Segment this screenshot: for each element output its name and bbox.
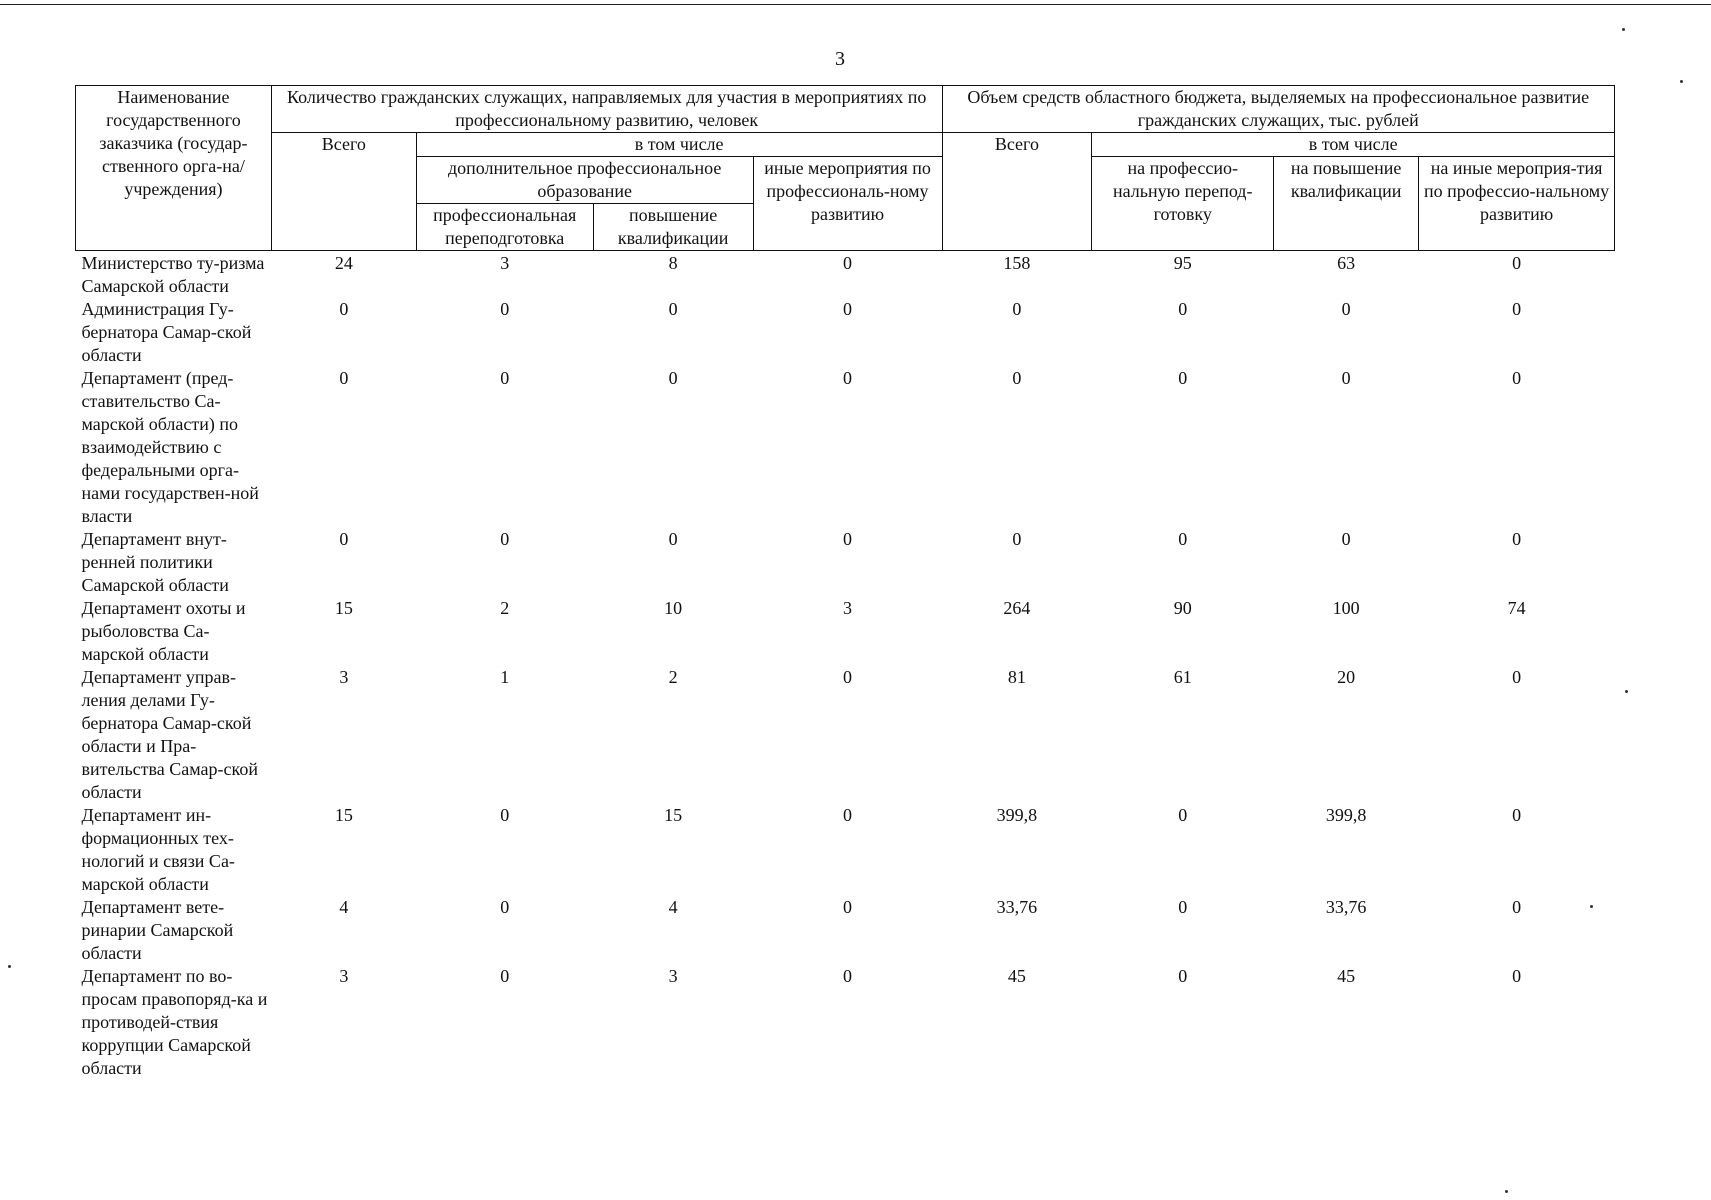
budget-table <box>75 85 1615 1080</box>
row-value: 3 <box>843 598 853 618</box>
row-value: 399,8 <box>996 805 1038 825</box>
row-name: Администрация Гу-бернатора Самар-ской области <box>81 299 252 365</box>
row-value: 74 <box>1507 598 1526 618</box>
table-row <box>76 965 1615 1080</box>
table-row <box>76 597 1615 666</box>
header-budget-total: Всего <box>942 133 1092 251</box>
row-value: 3 <box>668 966 678 986</box>
row-name: Департамент по во-просам правопоряд-ка и противодей-ствия коррупции Самарской области <box>81 966 268 1078</box>
row-value: 100 <box>1332 598 1360 618</box>
table-body <box>76 251 1615 1081</box>
header-budget-qualification: на повышение квалификации <box>1274 157 1419 251</box>
row-value: 2 <box>500 598 510 618</box>
row-value: 0 <box>339 368 349 388</box>
row-value: 3 <box>339 966 349 986</box>
row-value: 0 <box>500 368 510 388</box>
header-count-total: Всего <box>271 133 416 251</box>
row-value: 0 <box>1512 667 1522 687</box>
row-value: 0 <box>668 368 678 388</box>
row-value: 0 <box>1341 529 1351 549</box>
row-value: 0 <box>1178 529 1188 549</box>
header-qualification: повышение квалификации <box>593 204 753 251</box>
row-value: 0 <box>1178 299 1188 319</box>
row-value: 0 <box>1512 966 1522 986</box>
scan-speck <box>1505 1190 1508 1193</box>
row-value: 95 <box>1173 253 1192 273</box>
table-row <box>76 666 1615 804</box>
row-value: 15 <box>334 805 353 825</box>
row-value: 158 <box>1003 253 1031 273</box>
scan-speck <box>1622 28 1625 31</box>
table-row <box>76 251 1615 299</box>
table-row <box>76 804 1615 896</box>
row-value: 0 <box>843 529 853 549</box>
header-name: Наименование государственного заказчика (государ-ственного орга-на/учреждения) <box>76 86 272 251</box>
header-count-group: Количество гражданских служащих, направляемых для участия в мероприятиях по профессиональному развитию, человек <box>271 86 942 133</box>
row-value: 399,8 <box>1325 805 1367 825</box>
row-value: 264 <box>1003 598 1031 618</box>
row-value: 45 <box>1337 966 1356 986</box>
row-value: 2 <box>668 667 678 687</box>
row-value: 0 <box>500 966 510 986</box>
row-value: 20 <box>1337 667 1356 687</box>
table-row <box>76 896 1615 965</box>
row-value: 15 <box>334 598 353 618</box>
row-value: 0 <box>1512 897 1522 917</box>
row-value: 0 <box>843 805 853 825</box>
row-value: 4 <box>339 897 349 917</box>
row-value: 0 <box>843 667 853 687</box>
table-row <box>76 298 1615 367</box>
row-name: Департамент (пред-ставительство Са-марской области) по взаимодействию с федеральными орга-нами государствен-ной власти <box>81 368 259 526</box>
row-value: 0 <box>843 253 853 273</box>
row-name: Департамент вете-ринарии Самарской области <box>81 897 234 963</box>
row-value: 0 <box>500 897 510 917</box>
row-value: 63 <box>1337 253 1356 273</box>
row-value: 0 <box>843 897 853 917</box>
row-name: Департамент внут-ренней политики Самарской области <box>81 529 229 595</box>
table-row <box>76 528 1615 597</box>
row-value: 0 <box>1178 805 1188 825</box>
row-value: 8 <box>668 253 678 273</box>
scan-speck <box>1680 80 1683 83</box>
row-value: 3 <box>500 253 510 273</box>
row-name: Департамент охоты и рыболовства Са-марской области <box>81 598 246 664</box>
header-budget-other: на иные мероприя-тия по профессио-нальному развитию <box>1419 157 1615 251</box>
row-value: 3 <box>339 667 349 687</box>
page-number: 3 <box>835 48 845 70</box>
row-value: 24 <box>334 253 353 273</box>
row-value: 0 <box>1178 368 1188 388</box>
row-value: 33,76 <box>996 897 1038 917</box>
row-value: 81 <box>1007 667 1026 687</box>
row-value: 0 <box>1178 897 1188 917</box>
row-value: 0 <box>1512 299 1522 319</box>
header-other-events: иные мероприятия по профессиональ-ному развитию <box>753 157 942 251</box>
row-value: 0 <box>1178 966 1188 986</box>
row-value: 0 <box>1341 368 1351 388</box>
row-value: 45 <box>1007 966 1026 986</box>
row-value: 33,76 <box>1325 897 1367 917</box>
row-name: Министерство ту-ризма Самарской области <box>81 253 265 296</box>
row-value: 0 <box>1012 299 1022 319</box>
page-edge-line <box>0 4 1711 5</box>
row-value: 1 <box>500 667 510 687</box>
row-value: 15 <box>664 805 683 825</box>
row-value: 0 <box>668 299 678 319</box>
row-value: 0 <box>1512 368 1522 388</box>
header-dpo: дополнительное профессиональное образование <box>416 157 753 204</box>
header-retraining: профессиональная переподготовка <box>416 204 593 251</box>
header-budget-group: Объем средств областного бюджета, выделяемых на профессиональное развитие гражданских служащих, тыс. рублей <box>942 86 1615 133</box>
row-value: 0 <box>500 529 510 549</box>
scan-speck <box>8 965 11 968</box>
table-row <box>76 367 1615 528</box>
row-value: 0 <box>843 966 853 986</box>
row-value: 4 <box>668 897 678 917</box>
row-value: 0 <box>843 368 853 388</box>
row-value: 0 <box>1512 529 1522 549</box>
scan-speck <box>1625 690 1628 693</box>
row-value: 0 <box>1512 253 1522 273</box>
header-count-including: в том числе <box>416 133 942 157</box>
row-value: 0 <box>1341 299 1351 319</box>
row-value: 0 <box>843 299 853 319</box>
row-value: 0 <box>500 805 510 825</box>
row-value: 0 <box>339 299 349 319</box>
row-name: Департамент управ-ления делами Гу-бернатора Самар-ской области и Пра-вительства Самар-ской области <box>81 667 258 802</box>
header-budget-including: в том числе <box>1092 133 1615 157</box>
row-value: 0 <box>668 529 678 549</box>
row-value: 0 <box>500 299 510 319</box>
header-budget-retraining: на профессио-нальную перепод-готовку <box>1092 157 1274 251</box>
row-value: 0 <box>1012 529 1022 549</box>
row-name: Департамент ин-формационных тех-нологий и связи Са-марской области <box>81 805 235 894</box>
row-value: 90 <box>1173 598 1192 618</box>
scan-speck <box>1590 905 1593 908</box>
row-value: 0 <box>339 529 349 549</box>
row-value: 0 <box>1012 368 1022 388</box>
row-value: 61 <box>1173 667 1192 687</box>
row-value: 10 <box>664 598 683 618</box>
table-header <box>76 86 1615 251</box>
row-value: 0 <box>1512 805 1522 825</box>
